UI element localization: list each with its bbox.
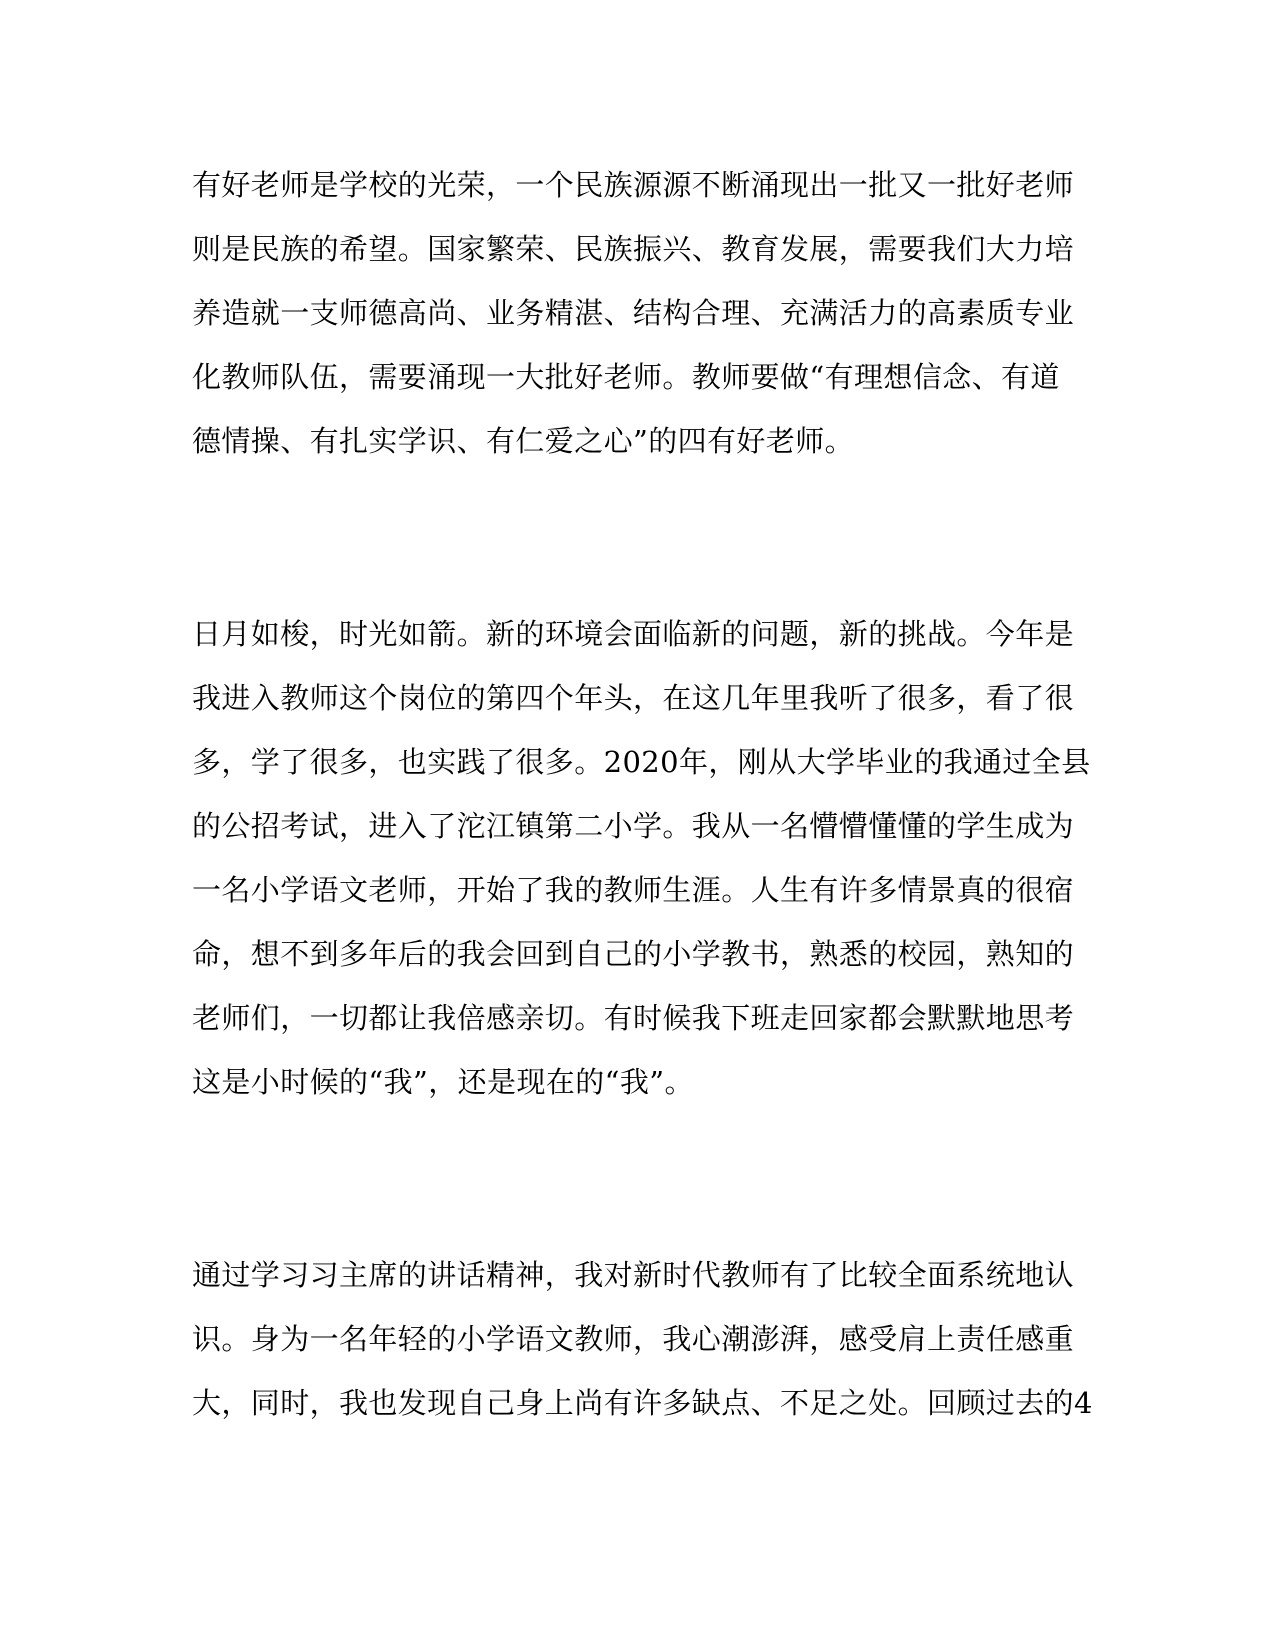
text-line: 有好老师是学校的光荣，一个民族源源不断涌现出一批又一批好老师 <box>192 168 1075 202</box>
text-line: 则是民族的希望。国家繁荣、民族振兴、教育发展，需要我们大力培 <box>192 232 1075 266</box>
text-line: 通过学习习主席的讲话精神，我对新时代教师有了比较全面系统地认 <box>192 1258 1075 1292</box>
text-line: 老师们，一切都让我倍感亲切。有时候我下班走回家都会默默地思考 <box>192 1001 1075 1035</box>
text-line: 德情操、有扎实学识、有仁爱之心”的四有好老师。 <box>192 424 855 458</box>
text-line: 的公招考试，进入了沱江镇第二小学。我从一名懵懵懂懂的学生成为 <box>192 809 1075 843</box>
text-line: 一名小学语文老师，开始了我的教师生涯。人生有许多情景真的很宿 <box>192 873 1075 907</box>
text-line: 这是小时候的“我”，还是现在的“我”。 <box>192 1065 694 1099</box>
text-line: 命，想不到多年后的我会回到自己的小学教书，熟悉的校园，熟知的 <box>192 937 1075 971</box>
text-line: 识。身为一名年轻的小学语文教师，我心潮澎湃，感受肩上责任感重 <box>192 1322 1075 1356</box>
text-line: 日月如梭，时光如箭。新的环境会面临新的问题，新的挑战。今年是 <box>192 617 1075 651</box>
text-line: 养造就一支师德高尚、业务精湛、结构合理、充满活力的高素质专业 <box>192 296 1075 330</box>
text-line: 大，同时，我也发现自己身上尚有许多缺点、不足之处。回顾过去的4 <box>192 1386 1093 1420</box>
text-line: 我进入教师这个岗位的第四个年头，在这几年里我听了很多，看了很 <box>192 681 1075 715</box>
text-line: 化教师队伍，需要涌现一大批好老师。教师要做“有理想信念、有道 <box>192 360 1060 394</box>
text-line: 多，学了很多，也实践了很多。2020年，刚从大学毕业的我通过全县 <box>192 745 1091 779</box>
